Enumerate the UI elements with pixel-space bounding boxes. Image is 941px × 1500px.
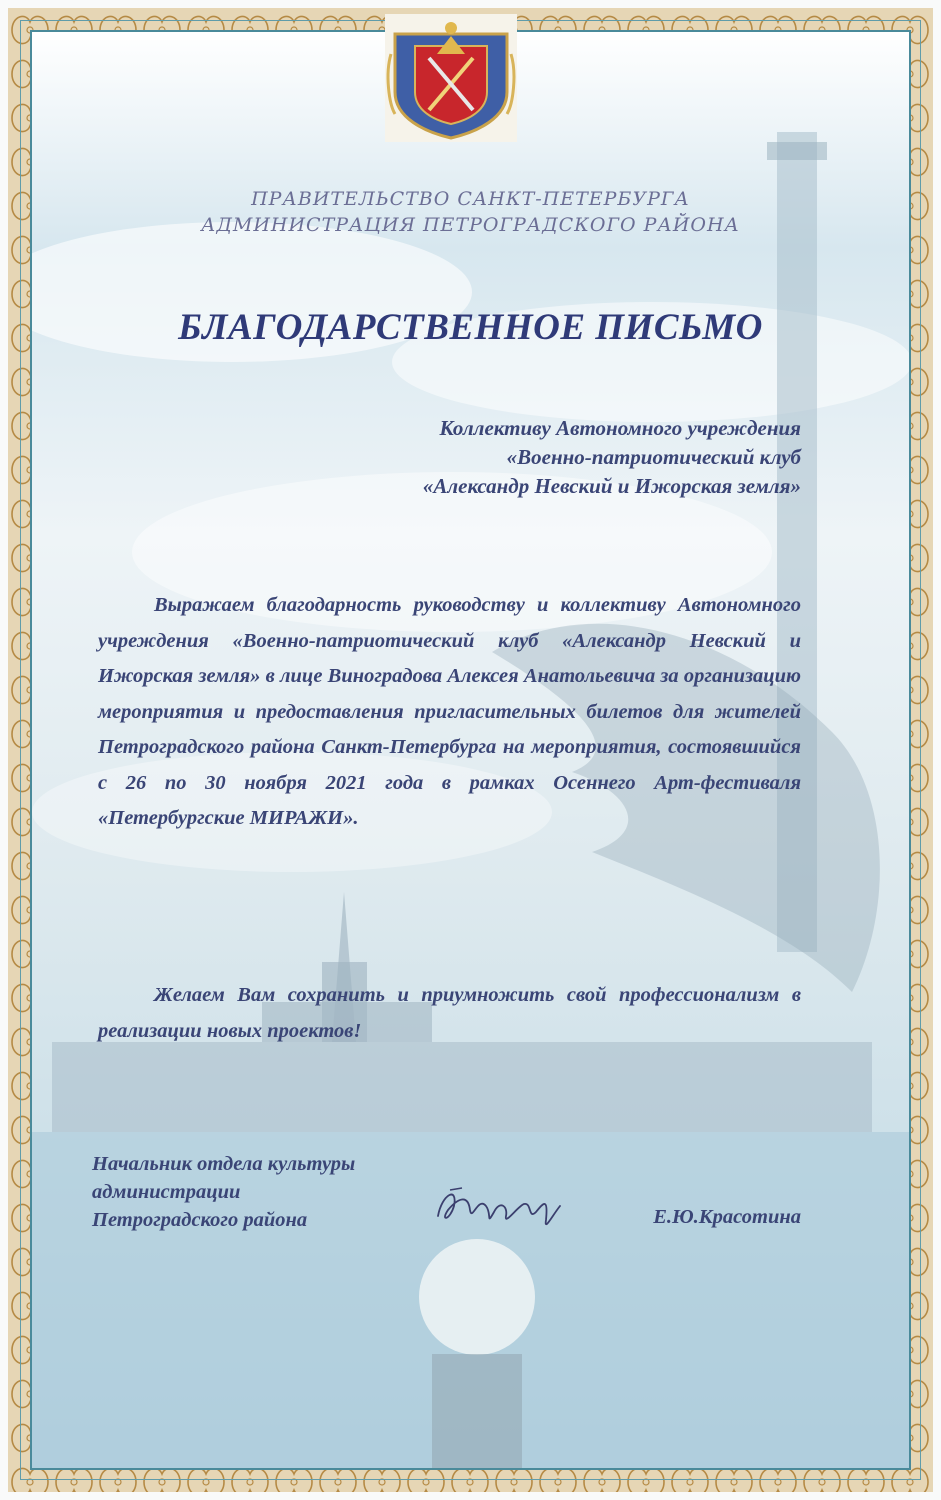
coat-of-arms-icon <box>385 14 517 142</box>
header-administration: АДМИНИСТРАЦИЯ ПЕТРОГРАДСКОГО РАЙОНА <box>201 214 740 236</box>
addressee-block <box>423 414 801 501</box>
page-title: БЛАГОДАРСТВЕННОЕ ПИСЬМО <box>178 307 763 348</box>
addressee-line: Коллективу Автономного учреждения <box>439 416 801 440</box>
signer-name: Е.Ю.Красотина <box>653 1206 801 1228</box>
letter-body <box>98 588 801 837</box>
position-line: Петроградского района <box>92 1209 308 1231</box>
signer-position <box>92 1150 355 1234</box>
addressee-line: «Александр Невский и Ижорская земля» <box>422 474 801 498</box>
addressee-line: «Военно-патриотический клуб <box>506 445 801 469</box>
wishes-paragraph: Желаем Вам сохранить и приумножить свой профессионализм в реализации новых проектов! <box>98 984 801 1042</box>
position-line: Начальник отдела культуры <box>92 1153 356 1175</box>
wishes-block <box>98 977 801 1049</box>
position-line: администрации <box>92 1181 241 1203</box>
header-government: ПРАВИТЕЛЬСТВО САНКТ-ПЕТЕРБУРГА <box>251 188 690 210</box>
gratitude-paragraph: Выражаем благодарность руководству и коллективу Автономного учреждения «Военно-патриотический клуб «Александр Невский и Ижорская земля» в лице Виноградова Алексея Анатольевича за организацию мероприятия и предоставления пригласительных билетов для жителей Петроградского района Санкт-Петербурга на мероприятия, состоявшийся с 26 по 30 ноября 2021 года в рамках Осеннего Арт-фестиваля «Петербургские МИРАЖИ». <box>98 594 801 829</box>
handwritten-signature <box>428 1176 568 1236</box>
